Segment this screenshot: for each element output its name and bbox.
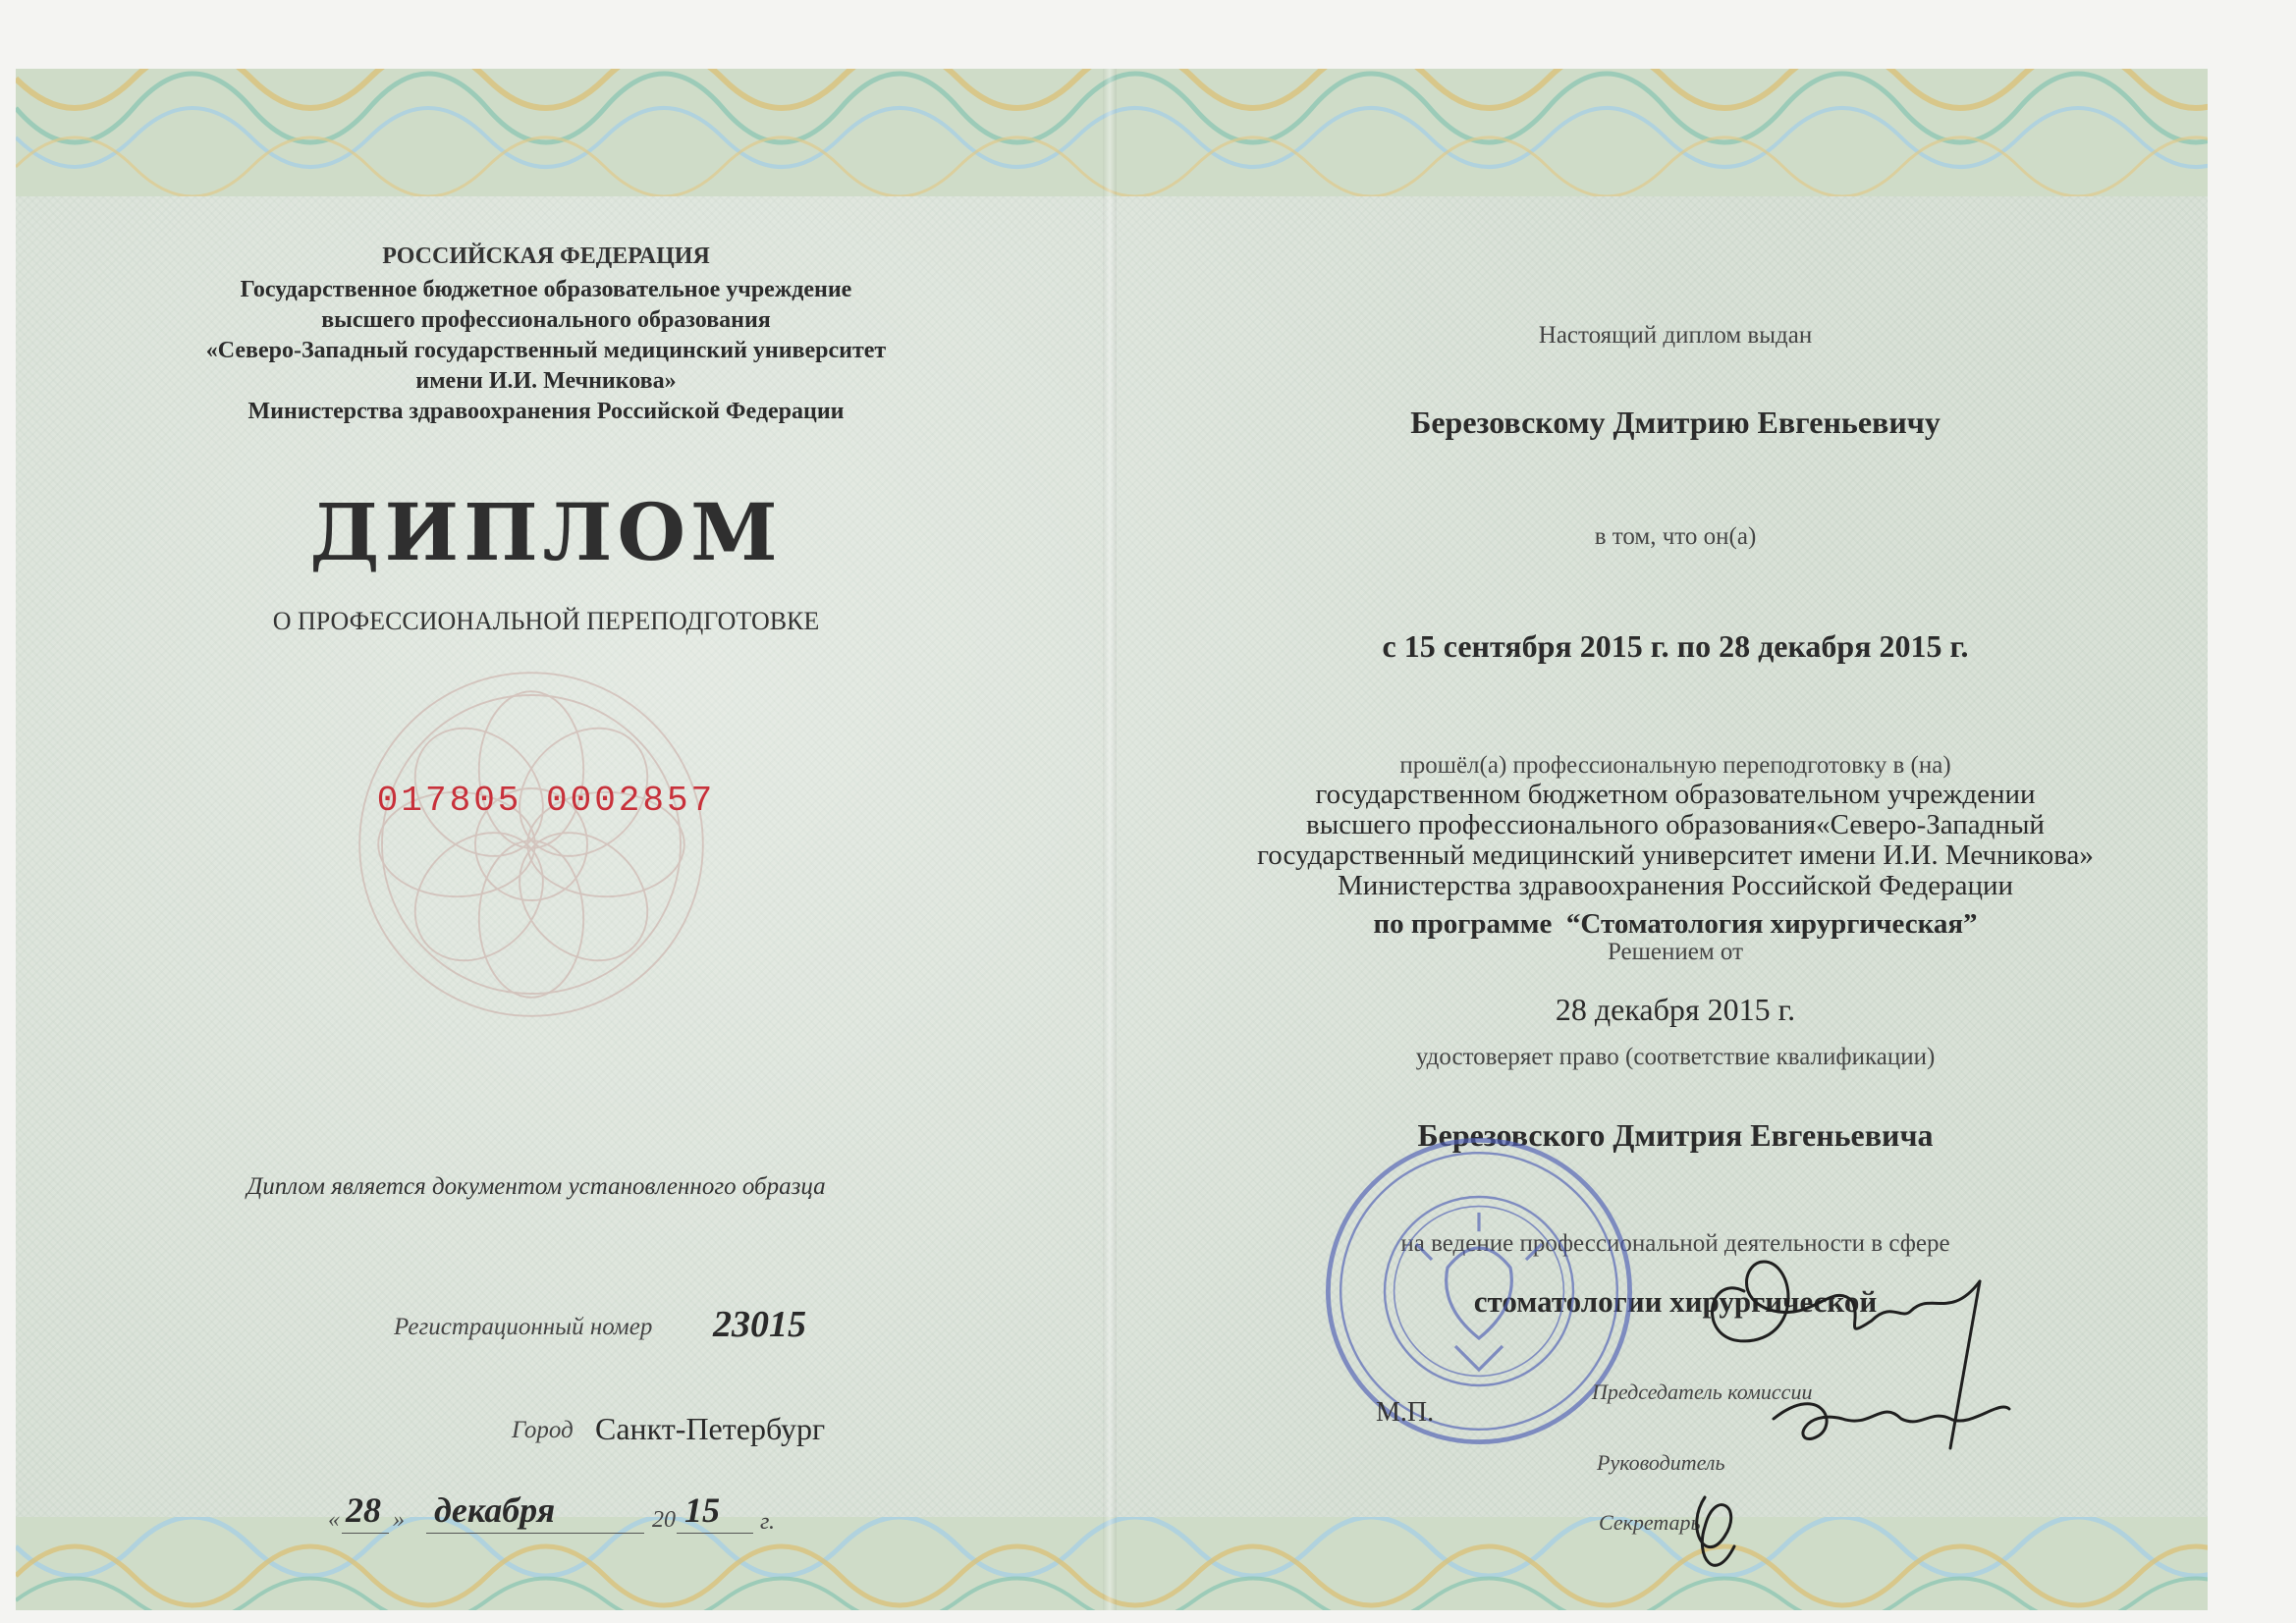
date-year-prefix: 20	[652, 1507, 676, 1533]
study-period: с 15 сентября 2015 г. по 28 декабря 2015 г.	[1382, 628, 1969, 664]
date-month: декабря	[434, 1490, 556, 1530]
date-year: 15	[684, 1490, 720, 1530]
country-heading: РОССИЙСКАЯ ФЕДЕРАЦИЯ	[382, 243, 710, 269]
decision-label: Решением от	[1607, 939, 1744, 965]
diploma-spread	[16, 69, 2208, 1610]
institution-line: «Северо-Западный государственный медицинский университет	[205, 338, 887, 363]
role-secretary-label: Секретарь	[1599, 1510, 1701, 1535]
date-month-underline	[426, 1533, 644, 1534]
date-year-abbrev: г.	[760, 1509, 776, 1535]
page-fold	[1103, 69, 1117, 1610]
city-label: Город	[512, 1417, 574, 1443]
institution-line: Государственное бюджетное образовательное учреждение	[240, 277, 852, 302]
date-open-quote: «	[328, 1507, 340, 1533]
issued-to-label: Настоящий диплом выдан	[1538, 322, 1813, 349]
specialty: стоматологии хирургической	[1473, 1284, 1878, 1319]
conduct-label: на ведение профессиональной деятельности в сфере	[1400, 1230, 1950, 1257]
institution-line: высшего профессионального образования	[321, 307, 771, 333]
certifies-label: удостоверяет право (соответствие квалификации)	[1415, 1044, 1936, 1070]
organization-line: государственном бюджетном образовательном учреждении	[1315, 779, 2036, 810]
institution-name	[206, 275, 886, 427]
document-subtitle: О ПРОФЕССИОНАЛЬНОЙ ПЕРЕПОДГОТОВКЕ	[272, 607, 820, 635]
institution-line: имени И.И. Мечникова»	[415, 368, 677, 394]
that-label: в том, что он(а)	[1594, 523, 1757, 550]
city-value: Санкт-Петербург	[595, 1411, 826, 1446]
program-line	[1373, 908, 1977, 941]
organization-line: высшего профессионального образования«Северо-Западный	[1306, 809, 2045, 840]
decision-date: 28 декабря 2015 г.	[1555, 992, 1796, 1027]
registration-number: 23015	[713, 1304, 806, 1345]
role-chair-label: Председатель комиссии	[1592, 1380, 1813, 1404]
organization-name	[1257, 780, 2094, 901]
institution-line: Министерства здравоохранения Российской Федерации	[247, 399, 845, 424]
rosette-watermark	[345, 658, 718, 1031]
passed-label: прошёл(а) профессиональную переподготовку в (на)	[1399, 752, 1951, 779]
program-label: по программе	[1373, 908, 1553, 940]
date-day-underline	[342, 1533, 389, 1534]
registration-label: Регистрационный номер	[394, 1314, 653, 1340]
recipient-name-genitive: Березовского Дмитрия Евгеньевича	[1417, 1117, 1934, 1153]
organization-line: государственный медицинский университет имени И.И. Мечникова»	[1257, 839, 2094, 871]
serial-number: 017805 0002857	[376, 781, 716, 821]
program-name: “Стоматология хирургическая”	[1565, 908, 1978, 940]
date-close-quote: »	[393, 1507, 405, 1533]
official-stamp	[1322, 1134, 1636, 1448]
recipient-name-dative: Березовскому Дмитрию Евгеньевичу	[1410, 405, 1941, 440]
organization-line: Министерства здравоохранения Российской Федерации	[1337, 870, 2014, 901]
handwritten-signatures	[1685, 1232, 2196, 1605]
date-year-underline	[677, 1533, 753, 1534]
document-title: ДИПЛОМ	[309, 486, 783, 578]
validity-note: Диплом является документом установленного образца	[246, 1173, 826, 1200]
role-head-label: Руководитель	[1597, 1450, 1725, 1475]
issue-date	[328, 1489, 780, 1539]
seal-place-label: М.П.	[1376, 1397, 1435, 1428]
date-day: 28	[346, 1490, 381, 1530]
